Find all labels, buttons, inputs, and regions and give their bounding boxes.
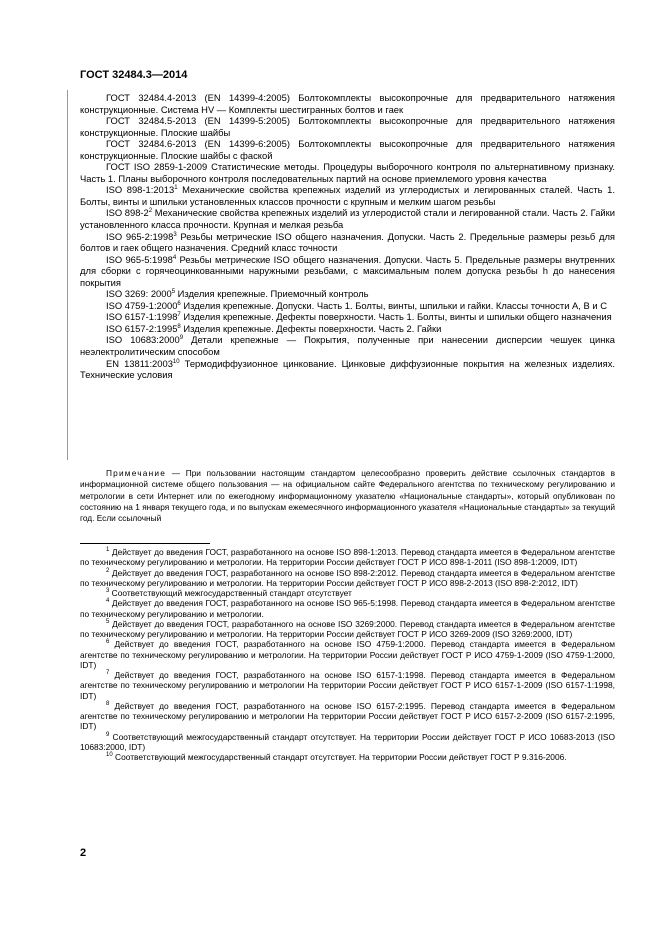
- references-list: [80, 92, 615, 381]
- reference-item: ISO 965-5:1998$^4$ Резьбы метрические ISO общего назначения. Допуски. Часть 5. Предельные размеры внутренних для сборки с горячеоцинкованными наружными резьбами, с максимальным полем допуска резьбы h до нанесения покрытия: [80, 253, 615, 288]
- document-header: ГОСТ 32484.3—2014: [80, 69, 188, 81]
- note-label: Примечание: [106, 468, 167, 478]
- page-number: 2: [80, 847, 87, 859]
- reference-item: ISO 4759-1:2000$^6$ Изделия крепежные. Допуски. Часть 1. Болты, винты, шпильки и гайки. Классы точности А, В и С: [106, 299, 607, 311]
- reference-item: ISO 10683:2000$^9$ Детали крепежные — Покрытия, полученные при нанесении дисперсии чешуек цинка неэлектролитическим способом: [80, 334, 615, 358]
- note-paragraph: [80, 468, 615, 524]
- footnote-item: $^7$ Действует до введения ГОСТ, разработанного на основе ISO 6157-1:1998. Перевод стандарта имеется в Федеральном агентстве по техническому регулированию и метрологии На территории России действует ГОСТ Р ИСО 6157-1-2009 (ISO 6157-1:1998, IDT): [80, 670, 615, 701]
- footnote-item: $^5$ Действует до введения ГОСТ, разработанного на основе ISO 3269:2000. Перевод стандарта имеется в Федеральном агентстве по техническому регулированию и метрологии. На территории России действует ГОСТ Р ИСО 3269-2009 (ISO 3269:2000, IDT): [80, 618, 615, 639]
- footnote-item: $^{10}$ Соответствующий межгосударственный стандарт отсутствует. На территории России действует ГОСТ Р 9.316-2006.: [106, 752, 567, 762]
- footnote-item: $^4$ Действует до введения ГОСТ, разработанного на основе ISO 965-5:1998. Перевод стандарта имеется в Федеральном агентстве по техническому регулированию и метрологии.: [80, 598, 615, 619]
- reference-item: ISO 3269: 2000$^5$ Изделия крепежные. Приемочный контроль: [106, 288, 369, 300]
- reference-item: EN 13811:2003$^{10}$ Термодиффузионное цинкование. Цинковые диффузионные покрытия на железных изделиях. Технические условия: [80, 357, 615, 381]
- footnote-item: $^2$ Действует до введения ГОСТ, разработанного на основе ISO 898-2:2012. Перевод стандарта имеется в Федеральном агентстве по техническому регулированию и метрологии. На территории России действует ГОСТ Р ИСО 898-2-2013 (ISO 898-2:2012, IDT): [80, 567, 615, 588]
- footnote-separator: [80, 543, 210, 544]
- reference-item: ГОСТ 32484.5-2013 (EN 14399-5:2005) Болтокомплекты высокопрочные для предварительного натяжения конструкционные. Плоские шайбы: [80, 115, 615, 138]
- margin-change-bar: [67, 90, 68, 460]
- reference-item: ISO $898-2^2$ Механические свойства крепежных изделий из углеродистой стали и легированной стали. Часть 2. Гайки установленного класса прочности. Крупная и мелкая резьба: [80, 207, 616, 231]
- footnote-item: $^8$ Действует до введения ГОСТ, разработанного на основе ISO 6157-2:1995. Перевод стандарта имеется в Федеральном агентстве по техническому регулированию и метрологии На территории России действует ГОСТ Р ИСО 6157-2-2009 (ISO 6157-2:1995, IDT): [80, 700, 615, 732]
- reference-item: ISO 898-1:2013$^1$ Механические свойства крепежных изделий из углеродистых и легированных сталей. Часть 1. Болты, винты и шпильки установленных классов прочности с крупным и мелким шагом резьбы: [80, 184, 615, 207]
- footnote-item: $^3$ Соответствующий межгосударственный стандарт отсутствует: [106, 588, 352, 598]
- footnote-item: $^9$ Соответствующий межгосударственный стандарт отсутствует. На территории России действует ГОСТ Р ИСО 10683-2013 (ISO 10683:2000, IDT): [80, 731, 615, 752]
- footnotes-list: [80, 547, 615, 762]
- footnote-item: $^1$ Действует до введения ГОСТ, разработанного на основе ISO 898-1:2013. Перевод стандарта имеется в Федеральном агентстве по техническому регулированию и метрологии. На территории России действует ГОСТ Р ИСО 898-1-2011 (ISO 898-1:2009, IDT): [80, 547, 615, 568]
- reference-item: ГОСТ 32484.6-2013 (EN 14399-6:2005) Болтокомплекты высокопрочные для предварительного натяжения конструкционные. Плоские шайбы с фаской: [80, 138, 615, 161]
- reference-item: ГОСТ 32484.4-2013 (EN 14399-4:2005) Болтокомплекты высокопрочные для предварительного натяжения конструкционные. Система HV — Комплекты шестигранных болтов и гаек: [80, 92, 615, 115]
- reference-item: ISO 6157-2:1995$^8$ Изделия крепежные. Дефекты поверхности. Часть 2. Гайки: [106, 322, 442, 334]
- reference-item: ГОСТ ISO 2859-1-2009 Статистические методы. Процедуры выборочного контроля по альтернативному признаку. Часть 1. Планы выборочного контроля последовательных партий на основе приемлемого уровня качества: [80, 161, 615, 184]
- footnote-item: $^6$ Действует до введения ГОСТ, разработанного на основе ISO 4759-1:2000. Перевод стандарта имеется в Федеральном агентстве по техническому регулированию и метрологии. На территории России действует ГОСТ Р ИСО 4759-1-2009 (ISO 4759-1:2000, IDT): [80, 639, 615, 670]
- reference-item: ISO 6157-1:1998$^7$ Изделия крепежные. Дефекты поверхности. Часть 1. Болты, винты и шпильки общего назначения: [106, 311, 612, 323]
- note-text: — При пользовании настоящим стандартом целесообразно проверить действие ссылочных стандартов в информационной системе общего пользования — на официальном сайте Федерального агентства по техническому регулированию и метрологии в сети Интернет или по ежегодному информационному указателю «Национальные стандарты», который опубликован по состоянию на 1 января текущего года, и по выпускам ежемесячного информационного указателя «Национальные стандарты» за текущий год. Если ссылочный: [80, 468, 615, 524]
- reference-item: ISO 965-2:1998$^3$ Резьбы метрические ISO общего назначения. Допуски. Часть 2. Предельные размеры резьб для болтов и гаек общего назначения. Средний класс точности: [80, 230, 615, 254]
